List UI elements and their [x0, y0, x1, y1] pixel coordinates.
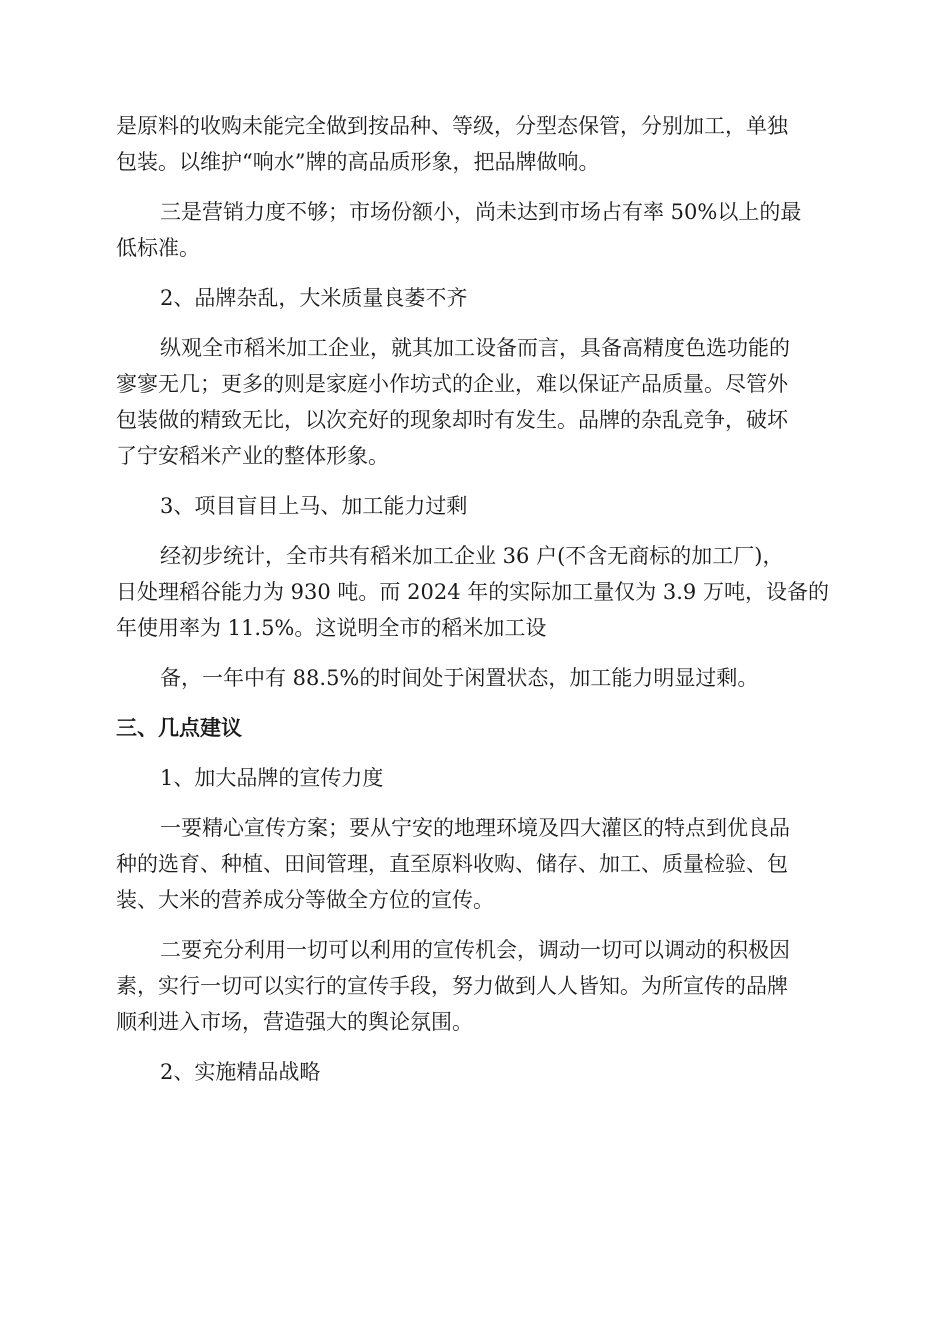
subheading-overcapacity — [116, 488, 834, 524]
paragraph-processing-equipment — [116, 330, 834, 474]
text-line: 装、大米的营养成分等做全方位的宣传。 — [116, 888, 494, 912]
text-line: 寥寥无几；更多的则是家庭小作坊式的企业，难以保证产品质量。尽管外 — [116, 372, 788, 396]
paragraph-idle-time — [116, 660, 834, 696]
paragraph-marketing-insufficient — [116, 194, 834, 266]
text-line: 三是营销力度不够；市场份额小，尚未达到市场占有率 50%以上的最 — [160, 200, 802, 224]
text-line: 素，实行一切可以实行的宣传手段，努力做到人人皆知。为所宣传的品牌 — [116, 974, 788, 998]
text-line: 包装。以维护“响水”牌的高品质形象，把品牌做响。 — [116, 150, 600, 174]
subheading-brand-promotion — [116, 760, 834, 796]
text-line: 包装做的精致无比，以次充好的现象却时有发生。品牌的杂乱竞争，破坏 — [116, 408, 788, 432]
text-line: 日处理稻谷能力为 930 吨。而 2024 年的实际加工量仅为 3.9 万吨，设备的 — [116, 580, 829, 604]
paragraph-statistics — [116, 538, 834, 646]
text-line: 三、几点建议 — [116, 716, 242, 740]
subheading-brand-chaos — [116, 280, 834, 316]
text-line: 2、实施精品战略 — [160, 1060, 321, 1084]
section-heading-suggestions — [116, 710, 834, 746]
text-line: 二要充分利用一切可以利用的宣传机会，调动一切可以调动的积极因 — [160, 938, 790, 962]
paragraph-raw-material-packaging — [116, 108, 834, 180]
subheading-premium-strategy — [116, 1054, 834, 1090]
text-line: 低标准。 — [116, 236, 200, 260]
text-line: 种的选育、种植、田间管理，直至原料收购、储存、加工、质量检验、包 — [116, 852, 788, 876]
text-line: 1、加大品牌的宣传力度 — [160, 766, 384, 790]
text-line: 了宁安稻米产业的整体形象。 — [116, 444, 389, 468]
text-line: 年使用率为 11.5%。这说明全市的稻米加工设 — [116, 616, 547, 640]
paragraph-promotion-opportunities — [116, 932, 834, 1040]
text-line: 一要精心宣传方案；要从宁安的地理环境及四大灌区的特点到优良品 — [160, 816, 790, 840]
text-line: 纵观全市稻米加工企业，就其加工设备而言，具备高精度色选功能的 — [160, 336, 790, 360]
text-line: 2、品牌杂乱，大米质量良萎不齐 — [160, 286, 468, 310]
document-page — [116, 108, 834, 1090]
text-line: 3、项目盲目上马、加工能力过剩 — [160, 494, 468, 518]
text-line: 顺利进入市场，营造强大的舆论氛围。 — [116, 1010, 473, 1034]
text-line: 经初步统计，全市共有稻米加工企业 36 户(不含无商标的加工厂)， — [160, 544, 784, 568]
text-line: 备，一年中有 88.5%的时间处于闲置状态，加工能力明显过剩。 — [160, 666, 759, 690]
text-line: 是原料的收购未能完全做到按品种、等级，分型态保管，分别加工，单独 — [116, 114, 788, 138]
paragraph-promotion-plan — [116, 810, 834, 918]
